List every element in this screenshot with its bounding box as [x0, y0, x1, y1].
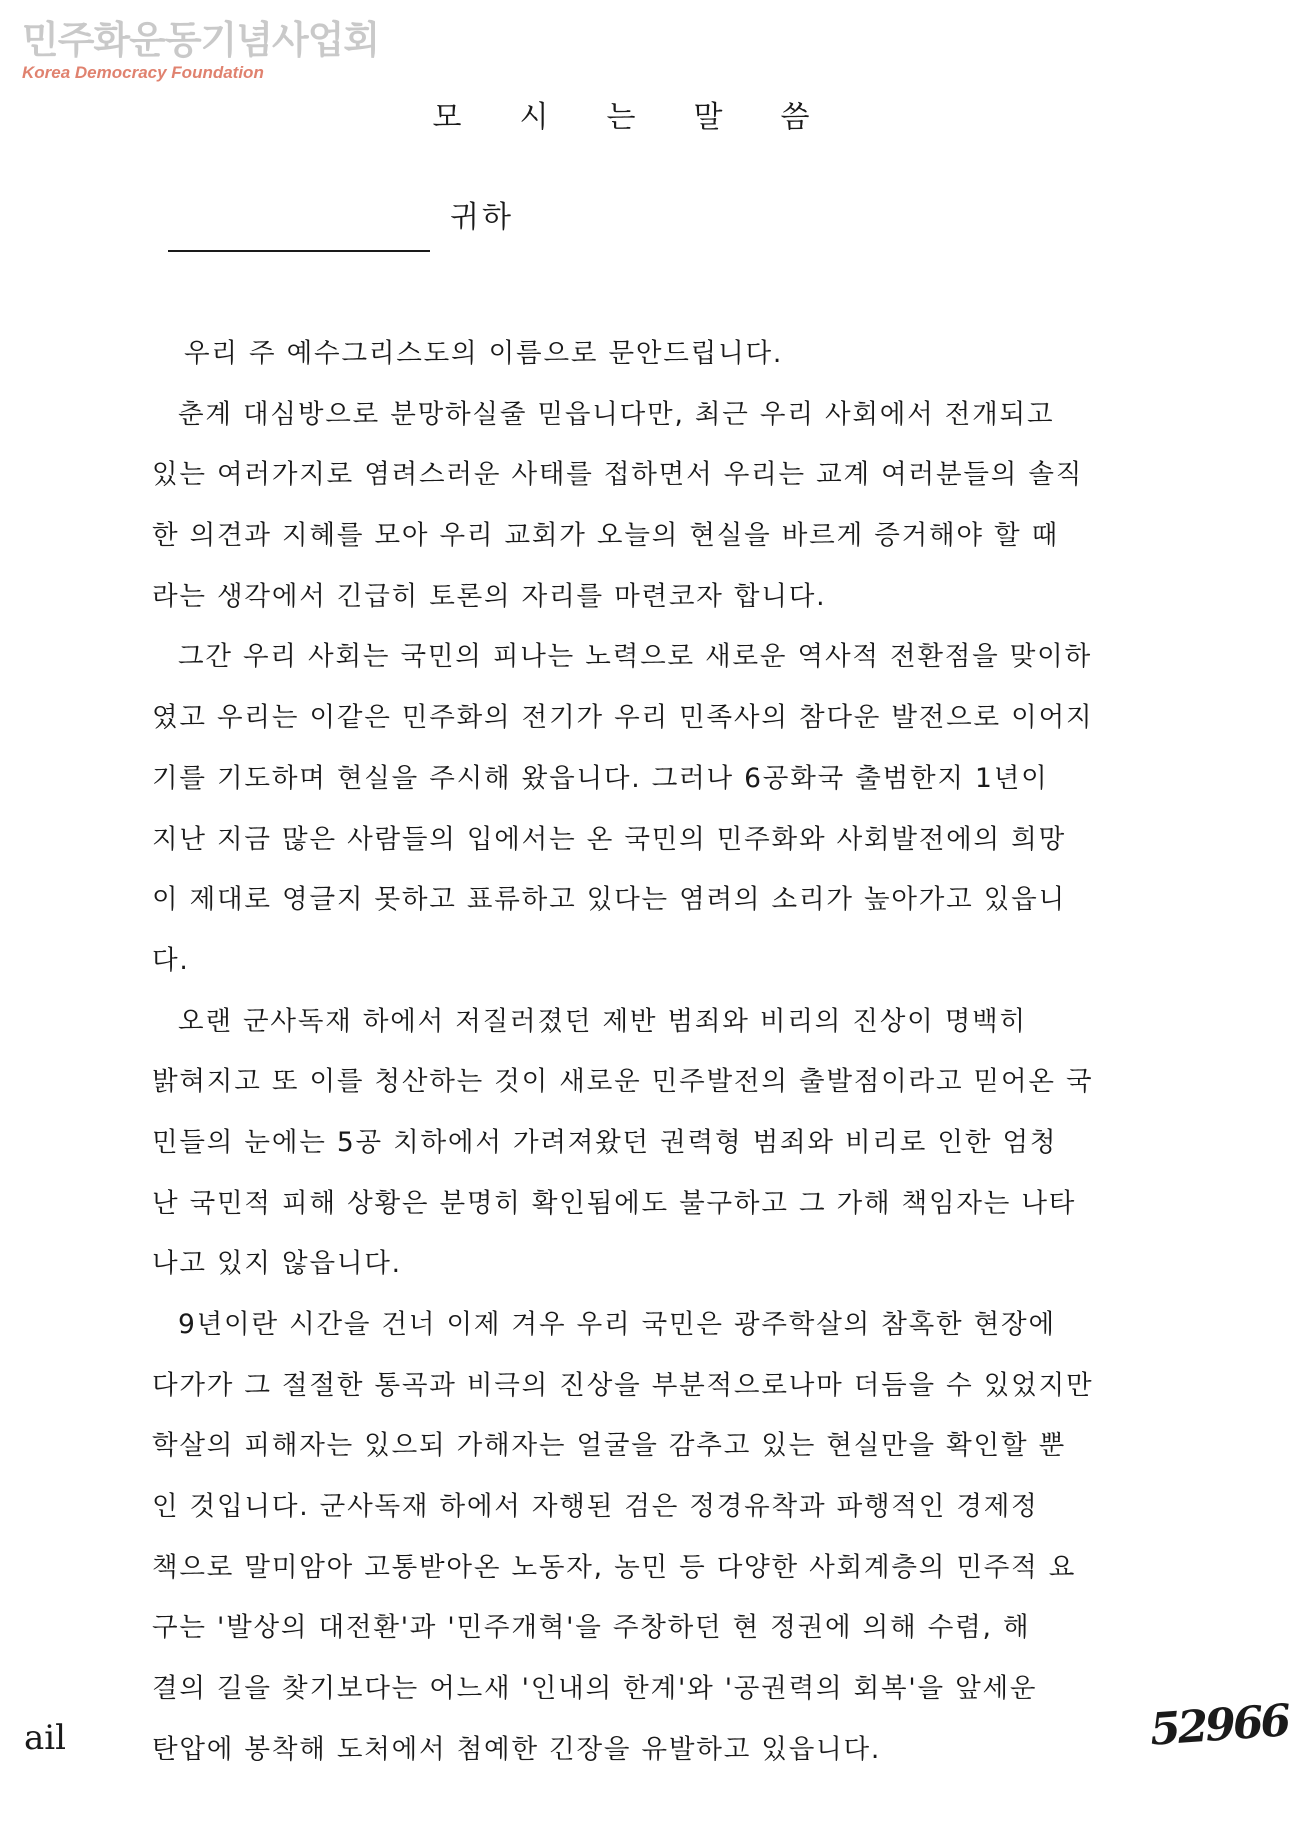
watermark-korean: 민주화운동기념사업회 [22, 18, 380, 62]
body-line: 지난 지금 많은 사람들의 입에서는 온 국민의 민주화와 사회발전에의 희망 [152, 823, 1066, 855]
document-title: 모시는말씀 [432, 100, 868, 135]
handwritten-margin-note: ail [24, 1718, 67, 1758]
document-body [152, 324, 1152, 1781]
body-line: 우리 주 예수그리스도의 이름으로 문안드립니다. [184, 338, 784, 369]
body-line: 다가가 그 절절한 통곡과 비극의 진상을 부분적으로나마 더듬을 수 있었지만 [152, 1369, 1094, 1401]
body-line: 책으로 말미암아 고통받아온 노동자, 농민 등 다양한 사회계층의 민주적 요 [152, 1551, 1077, 1583]
watermark-english: Korea Democracy Foundation [22, 63, 264, 82]
addressee-blank [168, 216, 430, 252]
body-line: 결의 길을 찾기보다는 어느새 '인내의 한계'와 '공권력의 회복'을 앞세운 [152, 1673, 1038, 1705]
body-line: 밝혀지고 또 이를 청산하는 것이 새로운 민주발전의 출발점이라고 믿어온 국 [152, 1066, 1094, 1098]
body-line: 난 국민적 피해 상황은 분명히 확인됨에도 불구하고 그 가해 책임자는 나타 [152, 1187, 1077, 1219]
addressee-honorific: 귀하 [450, 200, 514, 235]
body-line: 나고 있지 않읍니다. [152, 1248, 402, 1280]
body-line: 그간 우리 사회는 국민의 피나는 노력으로 새로운 역사적 전환점을 맞이하 [178, 641, 1092, 673]
body-line: 다. [152, 944, 190, 976]
body-line: 였고 우리는 이같은 민주화의 전기가 우리 민족사의 참다운 발전으로 이어지 [152, 702, 1094, 734]
body-line: 인 것입니다. 군사독재 하에서 자행된 검은 정경유착과 파행적인 경제정 [152, 1491, 1039, 1523]
handwritten-document-number: 52966 [1148, 1695, 1290, 1756]
body-line: 구는 '발상의 대전환'과 '민주개혁'을 주창하던 현 정권에 의해 수렴, 해 [152, 1612, 1031, 1644]
body-line: 한 의견과 지혜를 모아 우리 교회가 오늘의 현실을 바르게 증거해야 할 때 [152, 520, 1060, 552]
body-line: 라는 생각에서 긴급히 토론의 자리를 마련코자 합니다. [152, 580, 827, 612]
addressee-line [168, 200, 514, 248]
watermark-logo [22, 18, 379, 84]
body-line: 춘계 대심방으로 분망하실줄 믿읍니다만, 최근 우리 사회에서 전개되고 [178, 398, 1055, 430]
body-line: 이 제대로 영글지 못하고 표류하고 있다는 염려의 소리가 높아가고 있읍니 [152, 884, 1066, 916]
body-line: 민들의 눈에는 5공 치하에서 가려져왔던 권력형 범죄와 비리로 인한 엄청 [152, 1126, 1058, 1158]
body-line: 탄압에 봉착해 도처에서 첨예한 긴장을 유발하고 있읍니다. [152, 1733, 882, 1765]
body-line: 오랜 군사독재 하에서 저질러졌던 제반 범죄와 비리의 진상이 명백히 [178, 1005, 1027, 1037]
body-line: 9년이란 시간을 건너 이제 겨우 우리 국민은 광주학살의 참혹한 현장에 [178, 1309, 1056, 1340]
body-line: 있는 여러가지로 염려스러운 사태를 접하면서 우리는 교계 여러분들의 솔직 [152, 459, 1084, 491]
body-line: 학살의 피해자는 있으되 가해자는 얼굴을 감추고 있는 현실만을 확인할 뿐 [152, 1430, 1066, 1462]
body-line: 기를 기도하며 현실을 주시해 왔읍니다. 그러나 6공화국 출범한지 1년이 [152, 762, 1049, 794]
